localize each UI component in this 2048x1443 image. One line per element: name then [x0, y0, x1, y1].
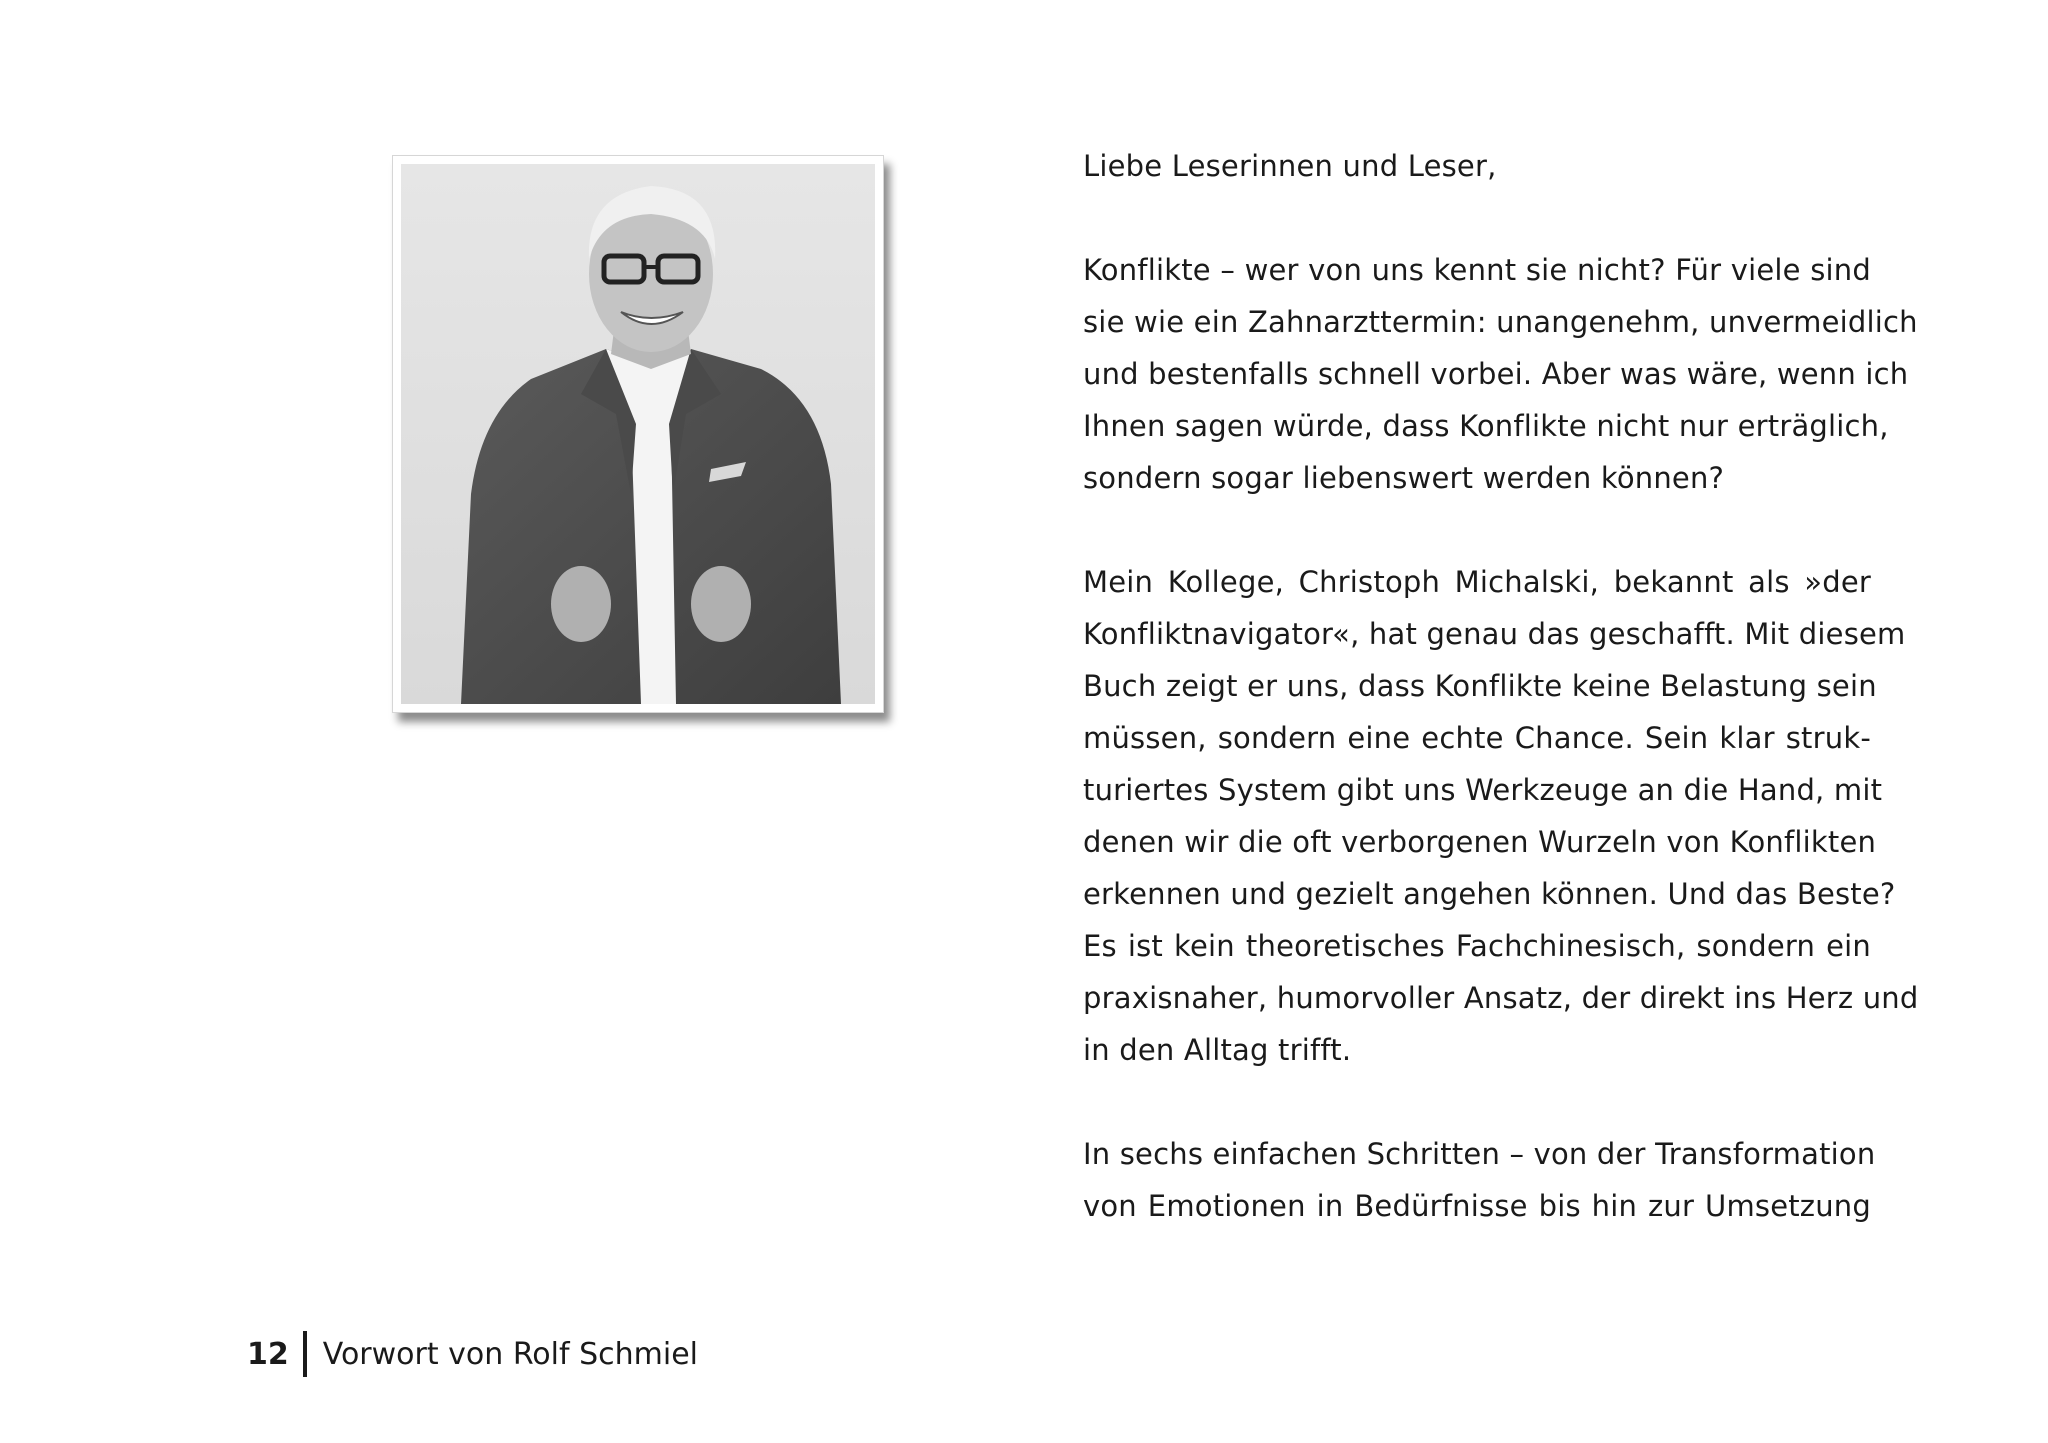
- text-line: und bestenfalls schnell vorbei. Aber was wäre, wenn ich: [1083, 357, 1909, 391]
- text-line: Konflikte – wer von uns kennt sie nicht? Für viele sind: [1083, 253, 1871, 287]
- paragraph-3: [1083, 1128, 1876, 1232]
- page-number: 12: [247, 1336, 289, 1372]
- page-footer: [247, 1331, 698, 1377]
- text-line: denen wir die oft verborgenen Wurzeln von Konflikten: [1083, 825, 1877, 859]
- text-line: Ihnen sagen würde, dass Konflikte nicht nur erträglich,: [1083, 409, 1889, 443]
- text-line: müssen, sondern eine echte Chance. Sein klar struk-: [1083, 721, 1871, 755]
- paragraph-2: [1083, 556, 1919, 1076]
- text-line: In sechs einfachen Schritten – von der Transformation: [1083, 1137, 1876, 1171]
- text-line: von Emotionen in Bedürfnisse bis hin zur Umsetzung: [1083, 1189, 1871, 1223]
- text-line: sondern sogar liebenswert werden können?: [1083, 461, 1725, 495]
- text-line: Buch zeigt er uns, dass Konflikte keine Belastung sein: [1083, 669, 1877, 703]
- footer-divider: [303, 1331, 307, 1377]
- author-portrait-image: [401, 164, 875, 704]
- foreword-text: [1083, 140, 1919, 1284]
- text-line: sie wie ein Zahnarzttermin: unangenehm, unvermeidlich: [1083, 305, 1918, 339]
- text-line: Es ist kein theoretisches Fachchinesisch, sondern ein: [1083, 929, 1871, 963]
- text-line: erkennen und gezielt angehen können. Und das Beste?: [1083, 877, 1896, 911]
- text-line: in den Alltag trifft.: [1083, 1033, 1352, 1067]
- author-photo: [392, 155, 884, 713]
- text-line: turiertes System gibt uns Werkzeuge an die Hand, mit: [1083, 773, 1883, 807]
- text-line: Mein Kollege, Christoph Michalski, bekannt als »der: [1083, 565, 1871, 599]
- salutation: Liebe Leserinnen und Leser,: [1083, 149, 1497, 183]
- running-title: Vorwort von Rolf Schmiel: [322, 1336, 698, 1372]
- paragraph-1: [1083, 244, 1918, 504]
- text-line: praxisnaher, humorvoller Ansatz, der direkt ins Herz und: [1083, 981, 1919, 1015]
- text-line: Konfliktnavigator«, hat genau das geschafft. Mit diesem: [1083, 617, 1906, 651]
